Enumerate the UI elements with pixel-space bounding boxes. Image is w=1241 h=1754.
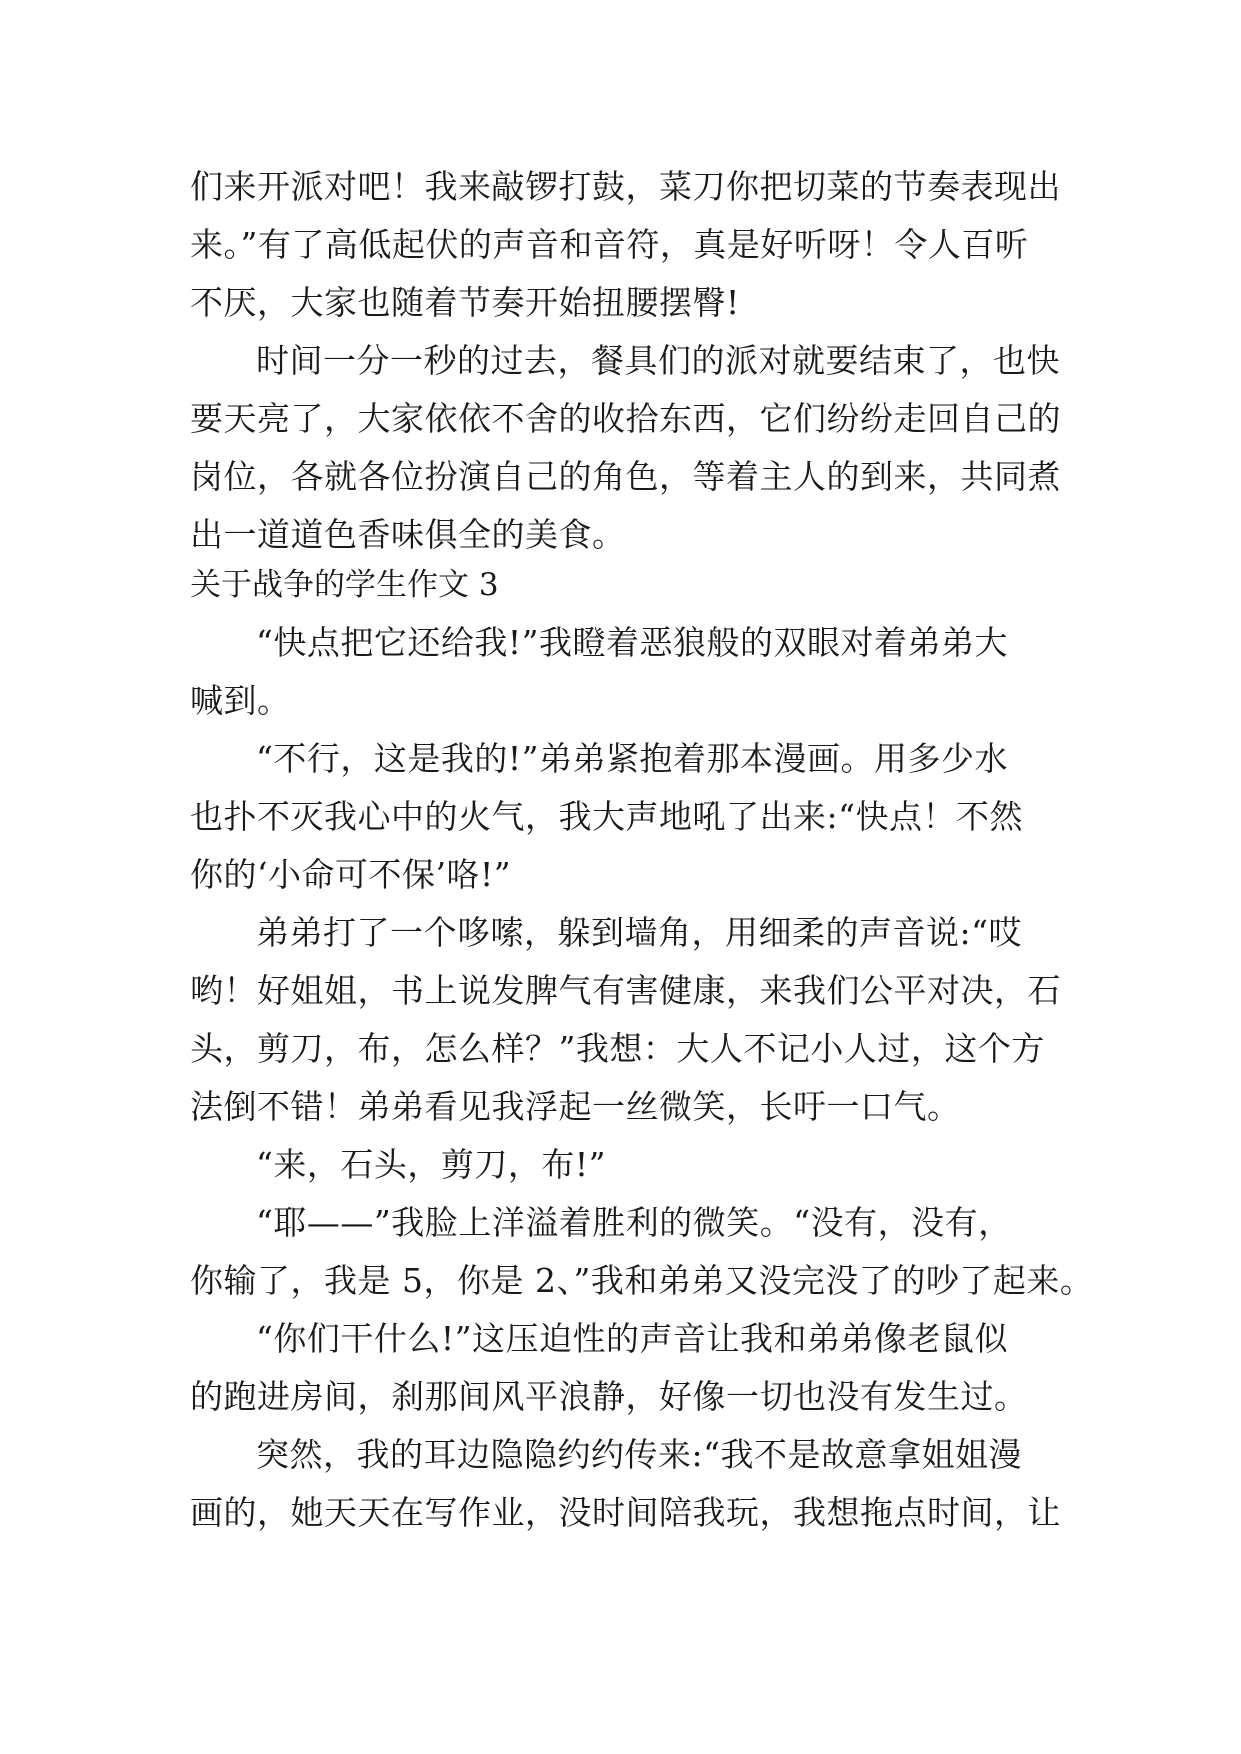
text-line-6: 岗位，各就各位扮演自己的角色，等着主人的到来，共同煮 <box>190 457 1061 496</box>
text-line-2: 来。”有了高低起伏的声音和音符，真是好听呀！令人百听 <box>190 225 1029 264</box>
text-line-5: 要天亮了，大家依依不舍的收拾东西，它们纷纷走回自己的 <box>190 399 1061 438</box>
section-heading: 关于战争的学生作文 3 <box>190 567 499 603</box>
paragraph-start: 弟弟打了一个哆嗦，躲到墙角，用细柔的声音说:“哎 <box>256 913 1022 952</box>
paragraph-start: “你们干什么!”这压迫性的声音让我和弟弟像老鼠似 <box>256 1319 1009 1358</box>
text-line-22: 的跑进房间，刹那间风平浪静，好像一切也没有发生过。 <box>190 1377 1028 1416</box>
text-line-15: 哟！好姐姐，书上说发脾气有害健康，来我们公平对决，石 <box>190 971 1061 1010</box>
paragraph-start: “耶——”我脸上洋溢着胜利的微笑。“没有，没有， <box>256 1203 1012 1242</box>
paragraph-start: “快点把它还给我!”我瞪着恶狼般的双眼对着弟弟大 <box>256 623 1009 662</box>
text-line-13: 你的‘小命可不保’咯!” <box>190 855 512 894</box>
text-line-24: 画的，她天天在写作业，没时间陪我玩，我想拖点时间，让 <box>190 1493 1061 1532</box>
paragraph-start: 时间一分一秒的过去，餐具们的派对就要结束了，也快 <box>256 341 1060 380</box>
text-line-7: 出一道道色香味俱全的美食。 <box>190 515 626 554</box>
text-line-3: 不厌，大家也随着节奏开始扭腰摆臀! <box>190 283 740 322</box>
text-line-10: 喊到。 <box>190 681 291 720</box>
paragraph-start: “来，石头，剪刀，布!” <box>256 1145 607 1184</box>
text-line-12: 也扑不灭我心中的火气，我大声地吼了出来:“快点！不然 <box>190 797 1023 836</box>
text-line-17: 法倒不错！弟弟看见我浮起一丝微笑，长吁一口气。 <box>190 1087 961 1126</box>
paragraph-start: 突然，我的耳边隐隐约约传来:“我不是故意拿姐姐漫 <box>256 1435 1022 1474</box>
text-line-1: 们来开派对吧！我来敲锣打鼓，菜刀你把切菜的节奏表现出 <box>190 167 1061 206</box>
text-line-20: 你输了，我是 5，你是 2、”我和弟弟又没完没了的吵了起来。 <box>190 1261 1094 1300</box>
paragraph-start: “不行，这是我的!”弟弟紧抱着那本漫画。用多少水 <box>256 739 1009 778</box>
text-line-16: 头，剪刀，布，怎么样？”我想：大人不记小人过，这个方 <box>190 1029 1045 1068</box>
